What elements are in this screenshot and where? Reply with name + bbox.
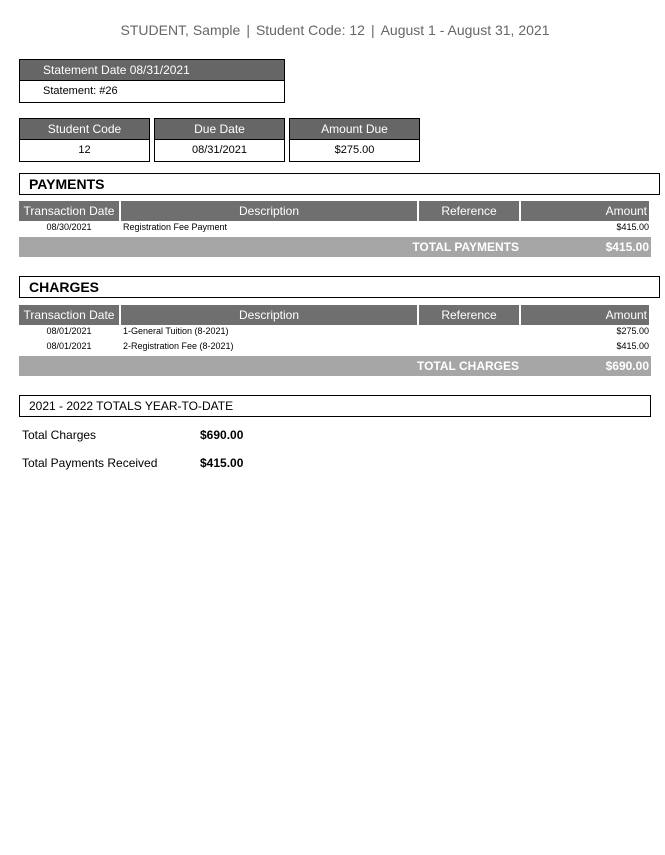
row-description: 1-General Tuition (8-2021)	[123, 326, 229, 336]
ytd-section-title: 2021 - 2022 TOTALS YEAR-TO-DATE	[19, 395, 651, 417]
payments-table-header	[19, 201, 651, 221]
total-payments-label: TOTAL PAYMENTS	[412, 240, 519, 254]
student-name: STUDENT, Sample	[120, 22, 241, 38]
table-row	[19, 339, 651, 354]
row-amount: $275.00	[616, 326, 649, 336]
statement-number: Statement: #26	[43, 85, 118, 97]
col-reference: Reference	[419, 305, 519, 325]
row-date: 08/01/2021	[46, 326, 92, 336]
amount-due-value: $275.00	[334, 144, 375, 156]
due-date-value: 08/31/2021	[191, 144, 248, 156]
total-charges-label: TOTAL CHARGES	[416, 359, 519, 373]
charges-table-header	[19, 305, 651, 325]
charges-section-title: CHARGES	[19, 276, 660, 298]
row-amount: $415.00	[616, 341, 649, 351]
col-description: Description	[121, 201, 417, 221]
col-transaction-date: Transaction Date	[19, 305, 119, 325]
amount-due-box	[289, 118, 420, 162]
total-charges-value: $690.00	[605, 359, 649, 373]
col-description: Description	[121, 305, 417, 325]
ytd-label: Total Payments Received	[22, 456, 158, 470]
statement-period: August 1 - August 31, 2021	[380, 22, 550, 38]
row-description: 2-Registration Fee (8-2021)	[123, 341, 234, 351]
ytd-label: Total Charges	[22, 428, 97, 442]
col-transaction-date: Transaction Date	[19, 201, 119, 221]
student-code-box	[19, 118, 150, 162]
col-amount: Amount	[521, 305, 649, 325]
table-row	[19, 220, 651, 235]
student-code-label: Student Code	[20, 119, 149, 140]
due-date-box	[154, 118, 285, 162]
ytd-row-total-payments	[22, 455, 322, 471]
statement-header	[0, 22, 665, 38]
row-description: Registration Fee Payment	[123, 222, 228, 232]
payments-total-bar	[19, 237, 651, 257]
statement-info-box	[19, 59, 285, 103]
row-date: 08/30/2021	[46, 222, 92, 232]
col-reference: Reference	[419, 201, 519, 221]
col-amount: Amount	[521, 201, 649, 221]
due-date-label: Due Date	[155, 119, 284, 140]
student-code-text: Student Code: 12	[255, 22, 365, 38]
ytd-row-total-charges	[22, 427, 322, 443]
table-row	[19, 324, 651, 339]
separator: |	[246, 22, 250, 38]
payments-section-title: PAYMENTS	[19, 173, 660, 195]
amount-due-label: Amount Due	[290, 119, 419, 140]
statement-date: Statement Date 08/31/2021	[20, 60, 284, 81]
row-amount: $415.00	[616, 222, 649, 232]
ytd-value: $690.00	[200, 428, 244, 442]
row-date: 08/01/2021	[46, 341, 92, 351]
total-payments-value: $415.00	[605, 240, 649, 254]
student-code-value: 12	[78, 144, 91, 156]
charges-total-bar	[19, 356, 651, 376]
separator: |	[370, 22, 375, 38]
ytd-value: $415.00	[200, 456, 244, 470]
